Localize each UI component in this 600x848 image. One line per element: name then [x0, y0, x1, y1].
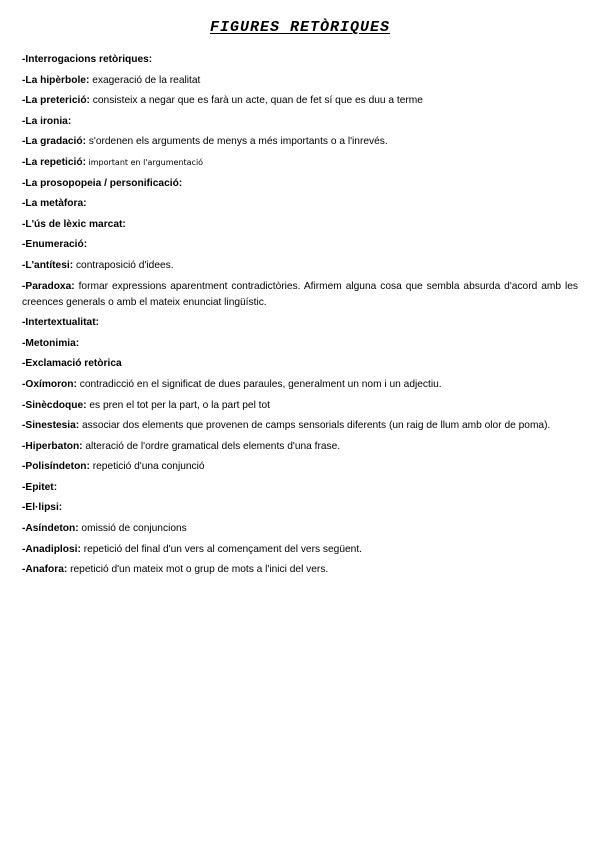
figure-term: -Hiperbaton: — [22, 440, 83, 452]
list-item — [22, 418, 578, 434]
list-item — [22, 336, 578, 352]
list-item — [22, 196, 578, 212]
list-item — [22, 521, 578, 537]
page-title: FIGURES RETÒRIQUES — [209, 19, 391, 36]
figure-definition: repetició del final d'un vers al començament del vers següent. — [80, 543, 362, 555]
list-item — [22, 73, 578, 89]
figure-term: -La metàfora: — [22, 198, 87, 210]
figure-term: -La repetició: — [22, 156, 86, 168]
figure-term: -Intertextualitat: — [22, 317, 99, 329]
list-item — [22, 114, 578, 130]
list-item — [22, 93, 578, 109]
figure-term: -L'ús de lèxic marcat: — [22, 218, 126, 230]
figures-list — [22, 52, 578, 583]
figure-term: -Asíndeton: — [22, 523, 79, 535]
figure-term: -Polisíndeton: — [22, 461, 90, 473]
figure-definition: exageració de la realitat — [89, 74, 201, 86]
figure-term: -Sinestesia: — [22, 420, 80, 432]
figure-definition: important en l'argumentació — [85, 157, 204, 167]
list-item — [22, 562, 578, 578]
figure-definition: es pren el tot per la part, o la part pel tot — [86, 399, 271, 411]
list-item — [22, 217, 578, 233]
figure-term: -Epitet: — [22, 481, 58, 493]
figure-term: -La prosopopeia / personificació: — [22, 177, 183, 189]
figure-term: -Anadiplosi: — [22, 543, 81, 555]
figure-term: -La gradació: — [22, 136, 86, 148]
list-item — [22, 279, 578, 311]
list-item — [22, 398, 578, 414]
figure-term: -La hipèrbole: — [22, 74, 90, 86]
figure-definition: repetició d'un mateix mot o grup de mots a l'inici del vers. — [67, 564, 329, 576]
figure-definition: s'ordenen els arguments de menys a més importants o a l'inrevés. — [85, 136, 388, 148]
list-item — [22, 258, 578, 274]
figure-term: -Metonimia: — [22, 337, 80, 349]
figure-definition: associar dos elements que provenen de camps sensorials diferents (un raig de llum amb olor de poma). — [79, 420, 551, 432]
list-item — [22, 439, 578, 455]
list-item — [22, 134, 578, 150]
figure-term: -Enumeració: — [22, 239, 88, 251]
figure-term: -Exclamació retòrica — [22, 358, 122, 370]
list-item — [22, 356, 578, 372]
list-item — [22, 377, 578, 393]
figure-term: -Sinècdoque: — [22, 399, 87, 411]
list-item — [22, 500, 578, 516]
figure-definition: contraposició d'idees. — [73, 259, 174, 271]
figure-definition: omissió de conjuncions — [78, 523, 187, 535]
list-item — [22, 542, 578, 558]
list-item — [22, 176, 578, 192]
figure-definition: repetició d'una conjunció — [89, 461, 205, 473]
figure-term: -L'antítesi: — [22, 259, 74, 271]
figure-term: -Paradoxa: — [22, 280, 75, 292]
figure-term: -El·lipsi: — [22, 502, 63, 514]
list-item — [22, 480, 578, 496]
figure-term: -Oxímoron: — [22, 378, 77, 390]
figure-definition: contradicció en el significat de dues paraules, generalment un nom i un adjectiu. — [76, 378, 442, 390]
list-item — [22, 459, 578, 475]
figure-definition: formar expressions aparentment contradictòries. Afirmem alguna cosa que sembla absurda d'acord amb les creences generals o amb el mateix enunciat lingüístic. — [22, 280, 578, 308]
figure-term: -La ironia: — [22, 115, 72, 127]
figure-definition: alteració de l'ordre gramatical dels elements d'una frase. — [82, 440, 341, 452]
list-item — [22, 52, 578, 68]
figure-term: -La preterició: — [22, 95, 90, 107]
figure-definition: consisteix a negar que es farà un acte, quan de fet sí que es duu a terme — [89, 95, 423, 107]
figure-term: -Interrogacions retòriques: — [22, 54, 153, 65]
figure-term: -Anafora: — [22, 564, 68, 576]
list-item — [22, 237, 578, 253]
list-item — [22, 315, 578, 331]
list-item — [22, 155, 578, 171]
